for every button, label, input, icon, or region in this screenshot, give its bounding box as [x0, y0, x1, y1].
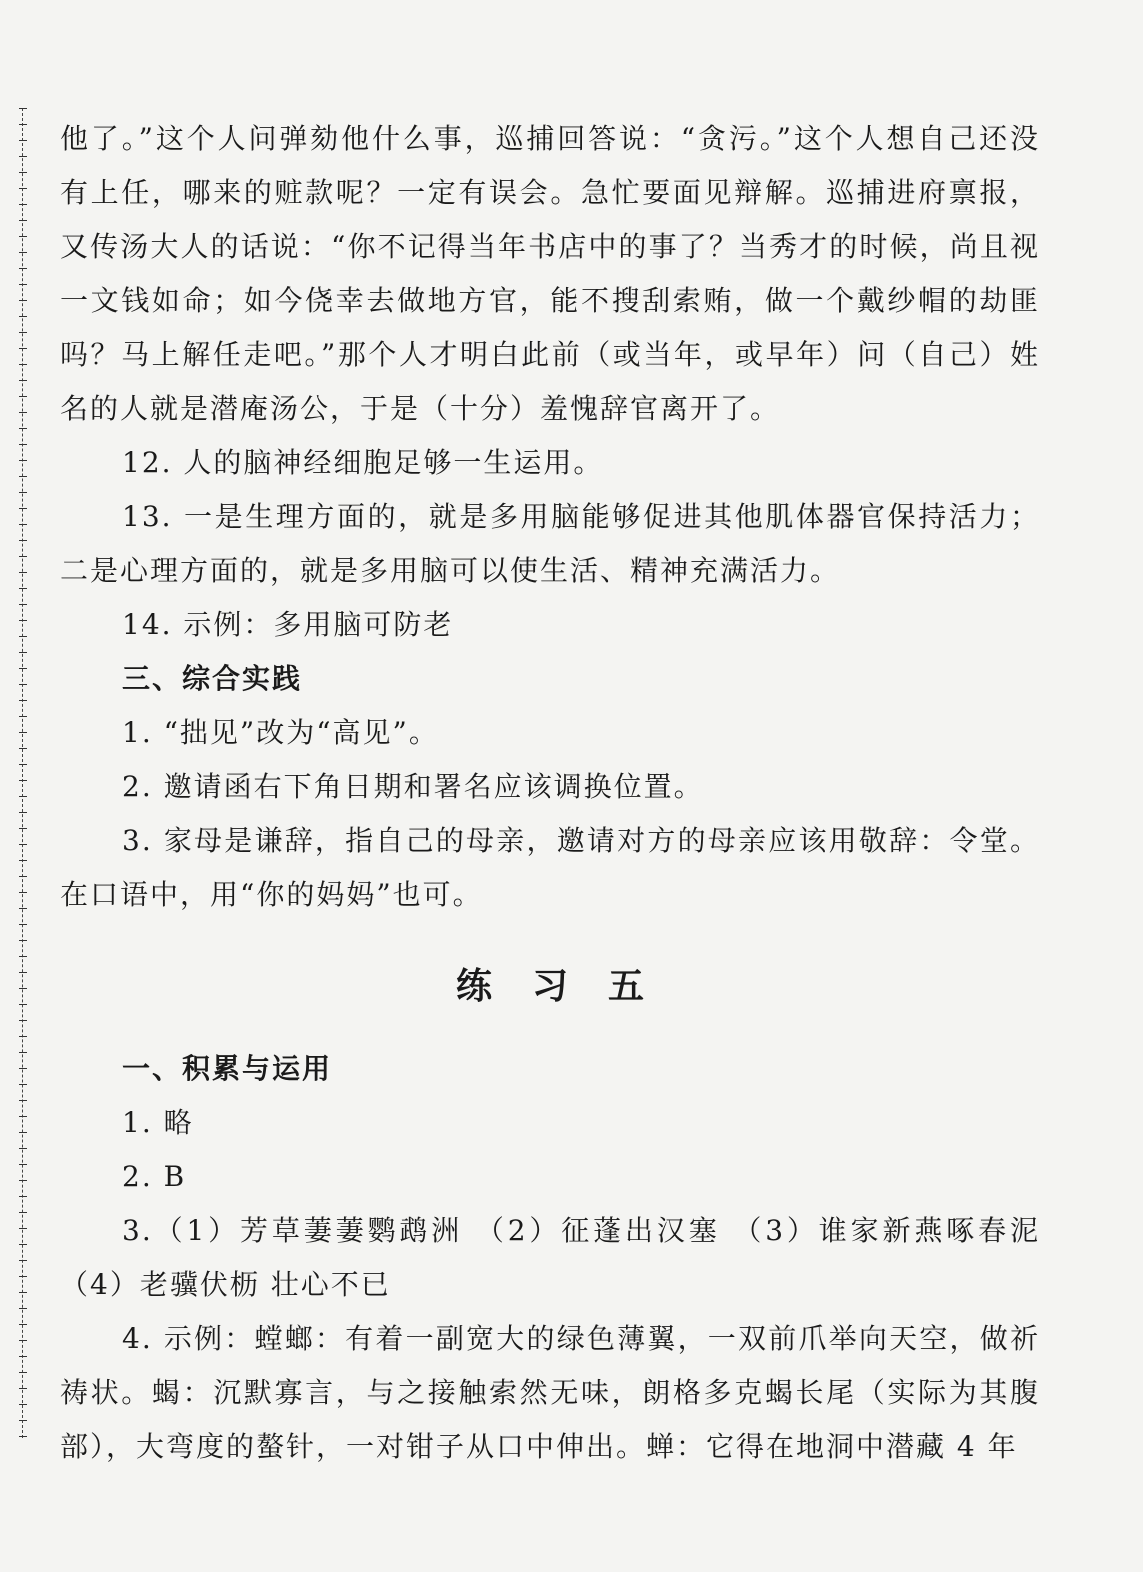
binding-tick — [19, 796, 27, 797]
binding-tick — [19, 1116, 27, 1117]
binding-tick — [19, 572, 27, 573]
binding-tick — [19, 652, 27, 653]
binding-tick — [19, 1052, 27, 1053]
binding-tick — [19, 1324, 27, 1325]
binding-tick — [19, 236, 27, 237]
binding-margin — [22, 108, 37, 1438]
section-heading-accumulation: 一、积累与运用 — [122, 1052, 333, 1085]
binding-tick — [19, 1004, 27, 1005]
practice-item-1: 1. “拙见”改为“高见”。 — [122, 716, 439, 749]
binding-tick — [19, 1084, 27, 1085]
binding-tick — [19, 764, 27, 765]
binding-tick — [19, 636, 27, 637]
binding-tick — [19, 1212, 27, 1213]
binding-tick — [19, 220, 27, 221]
binding-tick — [19, 1404, 27, 1405]
accumulation-item-3: 3.（1）芳草萋萋鹦鹉洲 （2）征蓬出汉塞 （3）谁家新燕啄春泥（4）老骥伏枥 壮心不已 — [60, 1214, 1040, 1301]
binding-tick — [19, 1180, 27, 1181]
binding-tick — [19, 540, 27, 541]
binding-tick — [19, 140, 27, 141]
binding-tick — [19, 892, 27, 893]
binding-tick — [19, 1420, 27, 1421]
answer-14: 14. 示例：多用脑可防老 — [122, 608, 454, 641]
binding-tick — [19, 1132, 27, 1133]
practice-item-2: 2. 邀请函右下角日期和署名应该调换位置。 — [122, 770, 704, 803]
binding-tick — [19, 1340, 27, 1341]
binding-tick — [19, 1036, 27, 1037]
binding-tick — [19, 1148, 27, 1149]
binding-tick — [19, 1020, 27, 1021]
answer-13: 13. 一是生理方面的，就是多用脑能够促进其他肌体器官保持活力；二是心理方面的，就是多用脑可以使生活、精神充满活力。 — [60, 500, 1040, 587]
binding-tick — [19, 124, 27, 125]
binding-tick — [19, 1164, 27, 1165]
binding-tick — [19, 268, 27, 269]
binding-tick — [19, 988, 27, 989]
binding-tick — [19, 876, 27, 877]
binding-tick — [19, 316, 27, 317]
binding-tick — [19, 1436, 27, 1437]
binding-tick — [19, 1228, 27, 1229]
document-body — [60, 112, 1040, 1474]
accumulation-item-4: 4. 示例：螳螂：有着一副宽大的绿色薄翼，一双前爪举向天空，做祈祷状。蝎：沉默寡言，与之接触索然无味，朗格多克蝎长尾（实际为其腹部），大弯度的螯针，一对钳子从口中伸出。蝉：它得在地洞中潜藏 4 年 — [60, 1322, 1040, 1463]
binding-tick — [19, 284, 27, 285]
practice-item-3: 3. 家母是谦辞，指自己的母亲，邀请对方的母亲应该用敬辞：令堂。在口语中，用“你的妈妈”也可。 — [60, 824, 1040, 911]
binding-tick — [19, 300, 27, 301]
binding-tick — [19, 1068, 27, 1069]
binding-tick — [19, 1100, 27, 1101]
binding-tick — [19, 428, 27, 429]
binding-tick — [19, 252, 27, 253]
binding-tick — [19, 940, 27, 941]
exercise-title: 练习五 — [455, 965, 684, 1007]
accumulation-item-2: 2. B — [122, 1160, 187, 1193]
binding-tick — [19, 172, 27, 173]
section-heading-practice: 三、综合实践 — [122, 662, 303, 695]
binding-tick — [19, 924, 27, 925]
binding-tick — [19, 364, 27, 365]
accumulation-item-1: 1. 略 — [122, 1106, 194, 1139]
paragraph-translation: 他了。”这个人问弹劾他什么事，巡捕回答说：“贪污。”这个人想自己还没有上任，哪来的赃款呢？一定有误会。急忙要面见辩解。巡捕进府禀报，又传汤大人的话说：“你不记得当年书店中的事了？当秀才的时候，尚且视一文钱如命；如今侥幸去做地方官，能不搜刮索贿，做一个戴纱帽的劫匪吗？马上解任走吧。”那个人才明白此前（或当年，或早年）问（自己）姓名的人就是潜庵汤公，于是（十分）羞愧辞官离开了。 — [60, 122, 1040, 425]
binding-tick — [19, 668, 27, 669]
binding-tick — [19, 524, 27, 525]
binding-tick — [19, 604, 27, 605]
binding-tick — [19, 508, 27, 509]
binding-tick — [19, 348, 27, 349]
binding-tick — [19, 1292, 27, 1293]
binding-tick — [19, 732, 27, 733]
binding-tick — [19, 492, 27, 493]
binding-tick — [19, 1276, 27, 1277]
binding-tick — [19, 620, 27, 621]
binding-tick — [19, 956, 27, 957]
binding-tick — [19, 412, 27, 413]
binding-tick — [19, 844, 27, 845]
binding-tick — [19, 684, 27, 685]
binding-tick — [19, 700, 27, 701]
binding-tick — [19, 1260, 27, 1261]
binding-tick — [19, 460, 27, 461]
binding-tick — [19, 108, 27, 109]
binding-tick — [19, 476, 27, 477]
binding-tick — [19, 860, 27, 861]
binding-tick — [19, 204, 27, 205]
answer-12: 12. 人的脑神经细胞足够一生运用。 — [122, 446, 604, 479]
binding-tick — [19, 188, 27, 189]
binding-tick — [19, 444, 27, 445]
binding-tick — [19, 1244, 27, 1245]
binding-tick — [19, 1356, 27, 1357]
binding-tick — [19, 780, 27, 781]
binding-tick — [19, 908, 27, 909]
binding-tick — [19, 588, 27, 589]
binding-tick — [19, 556, 27, 557]
binding-tick — [19, 1388, 27, 1389]
binding-tick — [19, 828, 27, 829]
binding-tick — [19, 1308, 27, 1309]
binding-tick — [19, 972, 27, 973]
binding-tick — [19, 716, 27, 717]
binding-tick — [19, 156, 27, 157]
binding-tick — [19, 812, 27, 813]
binding-tick — [19, 748, 27, 749]
binding-tick — [19, 1196, 27, 1197]
binding-tick — [19, 396, 27, 397]
binding-tick — [19, 1372, 27, 1373]
binding-tick — [19, 332, 27, 333]
binding-tick — [19, 380, 27, 381]
